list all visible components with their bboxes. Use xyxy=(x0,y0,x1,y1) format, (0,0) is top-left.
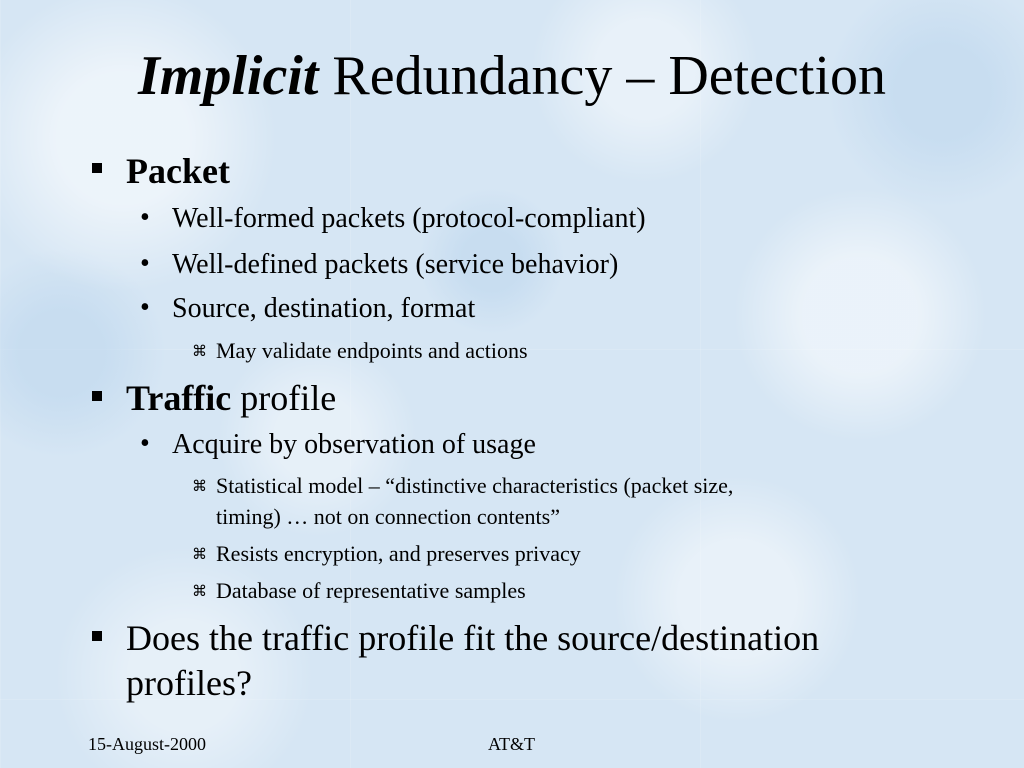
bullet-traffic-rest: profile xyxy=(231,378,337,418)
square-bullet-icon xyxy=(92,631,102,641)
bullet-question: Does the traffic profile fit the source/destination xyxy=(126,618,820,658)
dot-bullet-icon: • xyxy=(140,292,150,323)
command-key-bullet-icon: ⌘ xyxy=(192,477,207,495)
command-key-bullet-icon: ⌘ xyxy=(192,545,207,563)
square-bullet-icon xyxy=(92,391,102,401)
list-item: Resists encryption, and preserves privacy xyxy=(216,541,581,566)
square-bullet-icon xyxy=(92,163,102,173)
slide-title xyxy=(0,42,1024,110)
bullet-traffic-bold: Traffic xyxy=(126,378,232,418)
slide-title-rest: Redundancy – Detection xyxy=(318,45,887,107)
list-item: Database of representative samples xyxy=(216,578,526,603)
footer-date: 15-August-2000 xyxy=(88,734,206,754)
list-item: Source, destination, format xyxy=(172,293,476,324)
list-item: May validate endpoints and actions xyxy=(216,338,528,363)
command-key-bullet-icon: ⌘ xyxy=(192,582,207,600)
bullet-packet xyxy=(126,150,230,192)
list-item-continuation: timing) … not on connection contents” xyxy=(216,504,560,529)
bullet-packet-label: Packet xyxy=(126,151,230,191)
list-item: Statistical model – “distinctive characteristics (packet size, xyxy=(216,473,734,498)
footer-org: AT&T xyxy=(488,734,535,754)
list-item: Acquire by observation of usage xyxy=(172,429,536,460)
slide-title-emphasis: Implicit xyxy=(137,45,319,107)
bullet-question-continuation: profiles? xyxy=(126,663,252,703)
dot-bullet-icon: • xyxy=(140,248,150,279)
dot-bullet-icon: • xyxy=(140,202,150,233)
dot-bullet-icon: • xyxy=(140,428,150,459)
command-key-bullet-icon: ⌘ xyxy=(192,342,207,360)
list-item: Well-defined packets (service behavior) xyxy=(172,249,619,280)
bullet-traffic-profile xyxy=(126,377,336,419)
list-item: Well-formed packets (protocol-compliant) xyxy=(172,203,646,234)
